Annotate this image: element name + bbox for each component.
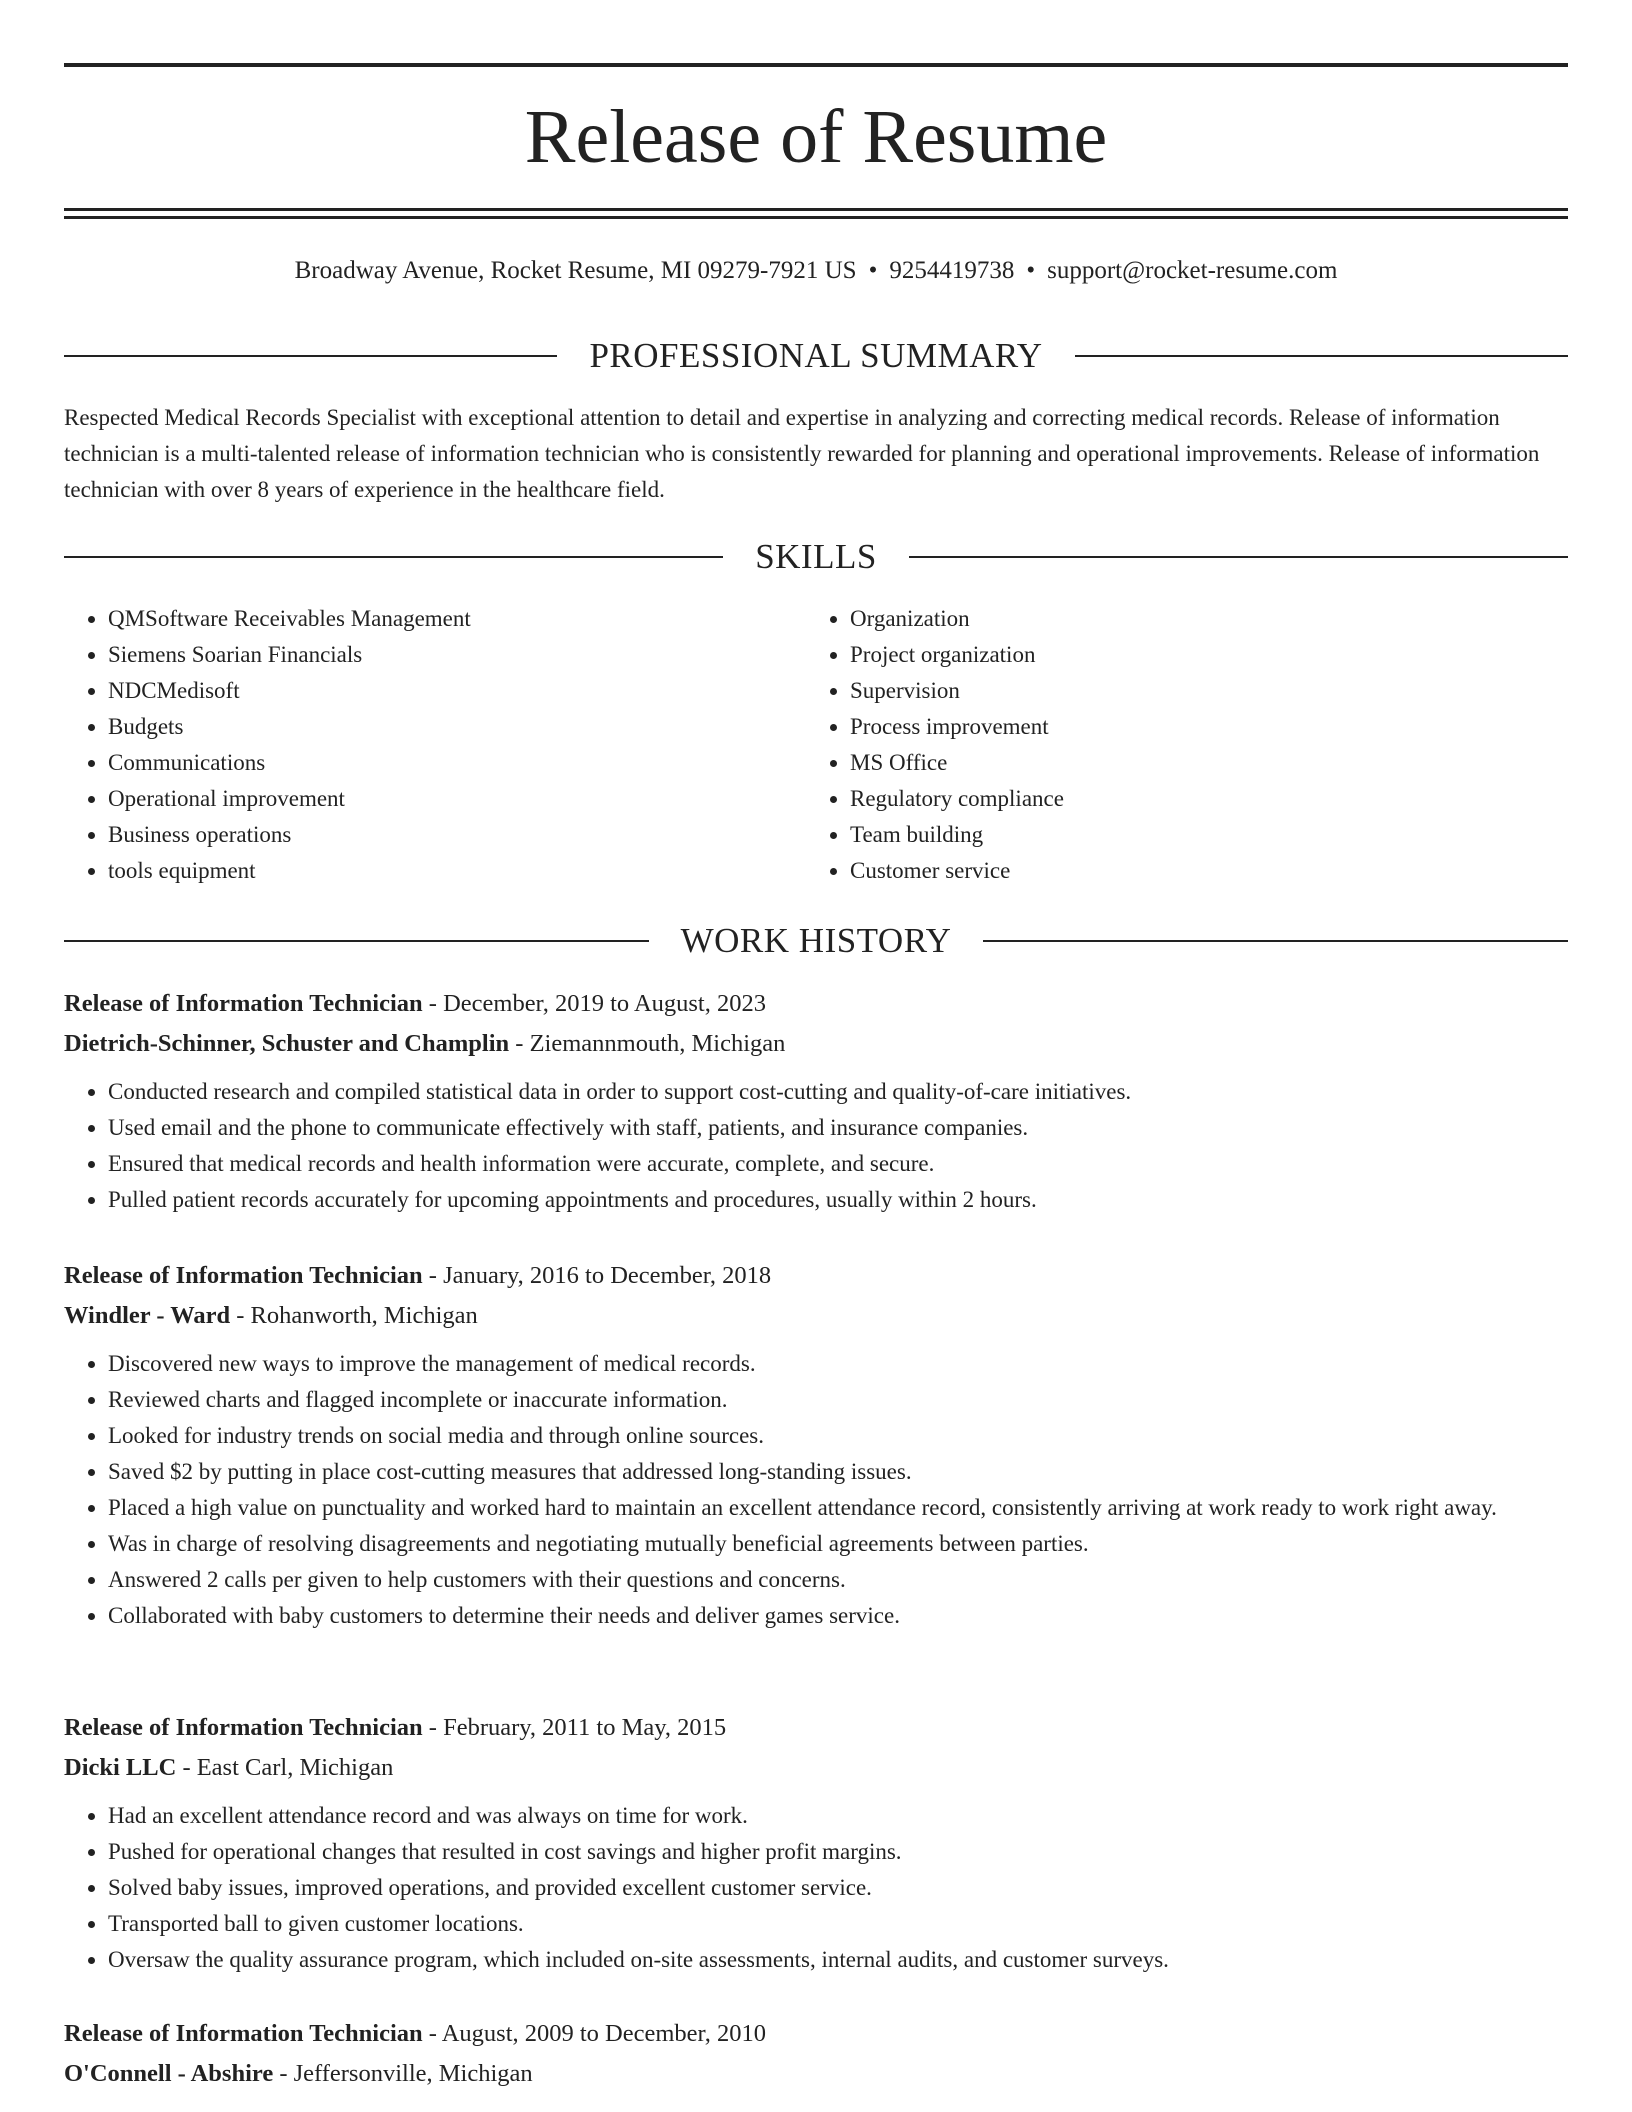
skill-item: • Customer service bbox=[850, 853, 1548, 889]
job-location: - Rohanworth, Michigan bbox=[230, 1302, 478, 1329]
summary-heading bbox=[64, 334, 1568, 378]
skill-item: • Team building bbox=[850, 817, 1548, 853]
work-history-heading-label: WORK HISTORY bbox=[680, 921, 952, 960]
skill-item: • Communications bbox=[108, 745, 806, 781]
skill-item: • Regulatory compliance bbox=[850, 781, 1548, 817]
contact-line bbox=[64, 255, 1568, 287]
skill-item: • Project organization bbox=[850, 637, 1548, 673]
job-bullets bbox=[64, 1798, 1568, 1978]
skill-item: • Operational improvement bbox=[108, 781, 806, 817]
heading-rule-left bbox=[64, 355, 557, 357]
job-company: Dicki LLC bbox=[64, 1754, 177, 1781]
job-bullet: • Reviewed charts and flagged incomplete or inaccurate information. bbox=[108, 1382, 1568, 1418]
job-entry bbox=[64, 1708, 1568, 1978]
skills-column-right bbox=[806, 601, 1548, 889]
job-bullet: • Ensured that medical records and health information were accurate, complete, and secure. bbox=[108, 1146, 1568, 1182]
contact-phone: 9254419738 bbox=[889, 257, 1015, 284]
heading-rule-left bbox=[64, 940, 649, 942]
job-dates: - August, 2009 to December, 2010 bbox=[422, 2020, 766, 2047]
job-title-line bbox=[64, 1708, 1568, 1748]
job-entry bbox=[64, 2014, 1568, 2094]
job-dates: - January, 2016 to December, 2018 bbox=[422, 1262, 772, 1289]
job-entry bbox=[64, 1256, 1568, 1634]
skill-item: • Organization bbox=[850, 601, 1548, 637]
job-bullet: • Was in charge of resolving disagreements and negotiating mutually beneficial agreements between parties. bbox=[108, 1526, 1568, 1562]
name-rule-upper bbox=[64, 208, 1568, 211]
job-dates: - December, 2019 to August, 2023 bbox=[422, 990, 766, 1017]
job-bullet: • Placed a high value on punctuality and worked hard to maintain an excellent attendance record, consistently arriving at work ready to work right away. bbox=[108, 1490, 1568, 1526]
job-bullet: • Transported ball to given customer locations. bbox=[108, 1906, 1568, 1942]
contact-separator: • bbox=[868, 257, 878, 284]
skill-item: • Process improvement bbox=[850, 709, 1548, 745]
heading-rule-left bbox=[64, 556, 723, 558]
job-title: Release of Information Technician bbox=[64, 1262, 423, 1289]
job-company-line bbox=[64, 1296, 1568, 1336]
job-company: O'Connell - Abshire bbox=[64, 2060, 274, 2087]
contact-separator: • bbox=[1026, 257, 1036, 284]
job-bullet: • Collaborated with baby customers to determine their needs and deliver games service. bbox=[108, 1598, 1568, 1634]
job-bullet: • Pulled patient records accurately for upcoming appointments and procedures, usually within 2 hours. bbox=[108, 1182, 1568, 1218]
job-dates: - February, 2011 to May, 2015 bbox=[422, 1714, 727, 1741]
job-bullet: • Solved baby issues, improved operations, and provided excellent customer service. bbox=[108, 1870, 1568, 1906]
summary-text: Respected Medical Records Specialist with exceptional attention to detail and expertise in analyzing and correcting medical records. Release of information technician is a multi-talented release of information technician who is consistently rewarded for planning and operational improvements. Release of information technician with over 8 years of experience in the healthcare field. bbox=[64, 405, 1540, 502]
skill-item: • tools equipment bbox=[108, 853, 806, 889]
skills-list bbox=[64, 601, 1568, 889]
skill-item: • MS Office bbox=[850, 745, 1548, 781]
job-company: Dietrich-Schinner, Schuster and Champlin bbox=[64, 1030, 510, 1057]
job-bullet: • Oversaw the quality assurance program, which included on-site assessments, internal audits, and customer surveys. bbox=[108, 1942, 1568, 1978]
job-bullet: • Looked for industry trends on social media and through online sources. bbox=[108, 1418, 1568, 1454]
job-location: - Ziemannmouth, Michigan bbox=[509, 1030, 786, 1057]
job-title: Release of Information Technician bbox=[64, 990, 423, 1017]
summary-heading-label: PROFESSIONAL SUMMARY bbox=[589, 336, 1043, 375]
contact-email: support@rocket-resume.com bbox=[1047, 257, 1338, 284]
heading-rule-right bbox=[909, 556, 1568, 558]
resume-name: Release of Resume bbox=[524, 95, 1108, 179]
job-location: - East Carl, Michigan bbox=[176, 1754, 394, 1781]
job-bullet: • Had an excellent attendance record and was always on time for work. bbox=[108, 1798, 1568, 1834]
skill-item: • Supervision bbox=[850, 673, 1548, 709]
skill-item: • QMSoftware Receivables Management bbox=[108, 601, 806, 637]
job-bullet: • Conducted research and compiled statistical data in order to support cost-cutting and quality-of-care initiatives. bbox=[108, 1074, 1568, 1110]
skill-item: • Budgets bbox=[108, 709, 806, 745]
job-company-line bbox=[64, 2054, 1568, 2094]
job-bullet: • Saved $2 by putting in place cost-cutting measures that addressed long-standing issues. bbox=[108, 1454, 1568, 1490]
skills-heading-label: SKILLS bbox=[755, 537, 877, 576]
job-title-line bbox=[64, 1256, 1568, 1296]
job-bullet: • Used email and the phone to communicate effectively with staff, patients, and insurance companies. bbox=[108, 1110, 1568, 1146]
job-bullet: • Answered 2 calls per given to help customers with their questions and concerns. bbox=[108, 1562, 1568, 1598]
job-bullet: • Discovered new ways to improve the management of medical records. bbox=[108, 1346, 1568, 1382]
heading-rule-right bbox=[1075, 355, 1568, 357]
contact-address: Broadway Avenue, Rocket Resume, MI 09279-7921 US bbox=[294, 257, 857, 284]
job-bullet: • Pushed for operational changes that resulted in cost savings and higher profit margins. bbox=[108, 1834, 1568, 1870]
job-title-line bbox=[64, 2014, 1568, 2054]
name-rule-lower bbox=[64, 216, 1568, 219]
skill-item: • NDCMedisoft bbox=[108, 673, 806, 709]
skill-item: • Siemens Soarian Financials bbox=[108, 637, 806, 673]
top-rule bbox=[64, 63, 1568, 67]
job-company-line bbox=[64, 1748, 1568, 1788]
skills-column-left bbox=[64, 601, 806, 889]
job-title-line bbox=[64, 984, 1568, 1024]
job-title: Release of Information Technician bbox=[64, 1714, 423, 1741]
job-bullets bbox=[64, 1346, 1568, 1634]
job-entry bbox=[64, 984, 1568, 1218]
heading-rule-right bbox=[983, 940, 1568, 942]
job-company-line bbox=[64, 1024, 1568, 1064]
skills-heading bbox=[64, 535, 1568, 579]
job-company: Windler - Ward bbox=[64, 1302, 231, 1329]
job-location: - Jeffersonville, Michigan bbox=[273, 2060, 533, 2087]
work-history-heading bbox=[64, 919, 1568, 963]
job-bullets bbox=[64, 1074, 1568, 1218]
skill-item: • Business operations bbox=[108, 817, 806, 853]
job-title: Release of Information Technician bbox=[64, 2020, 423, 2047]
